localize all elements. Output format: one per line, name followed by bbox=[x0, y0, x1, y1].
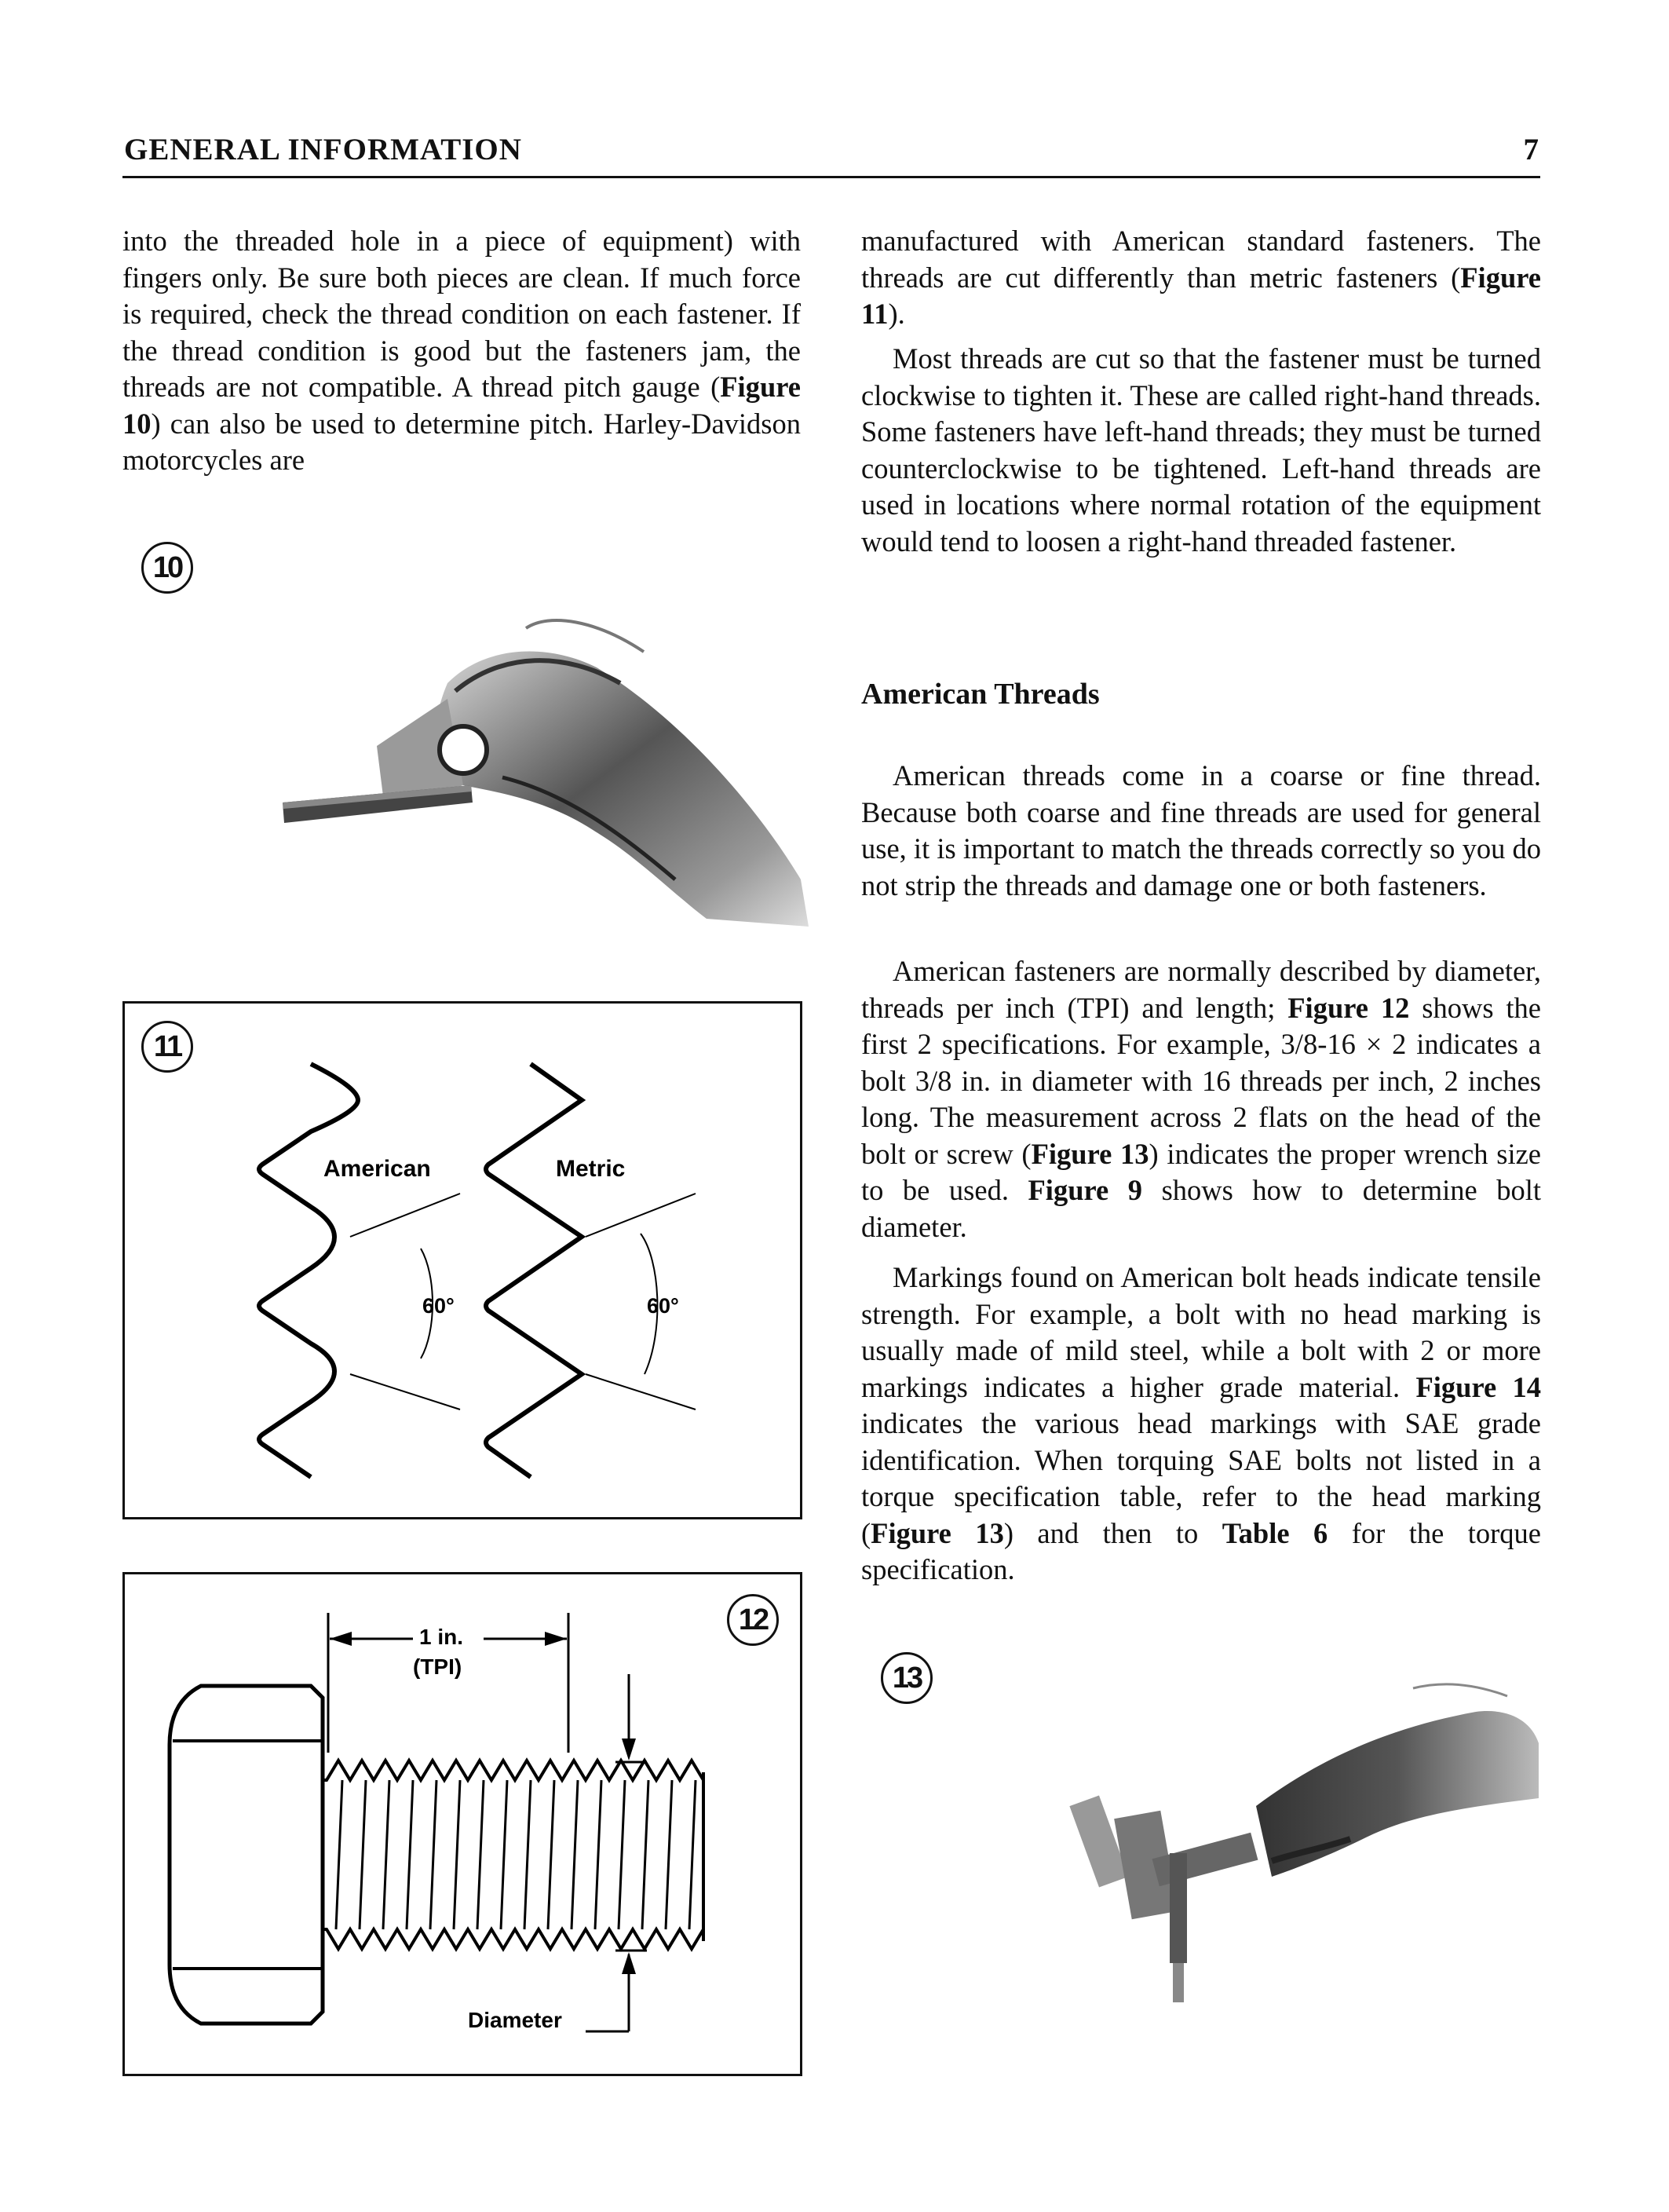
left-paragraph-1 bbox=[122, 223, 801, 479]
metric-angle-line bbox=[586, 1194, 696, 1237]
figure-10-photo bbox=[267, 597, 816, 934]
right-paragraph-1 bbox=[861, 223, 1541, 333]
right-paragraph-5 bbox=[861, 1260, 1541, 1589]
label-tpi-line2: (TPI) bbox=[413, 1654, 462, 1679]
angle-american: 60° bbox=[422, 1294, 455, 1318]
text-run: indicates the various head markings with SAE grade identification. When torquing SAE bolts not listed in a torque specification table, refer to the head marking ( bbox=[861, 1407, 1541, 1549]
text-run: ) indicates the proper wrench size to be used. bbox=[861, 1137, 1541, 1206]
header-rule bbox=[122, 176, 1540, 178]
text-run: ) and then to bbox=[1003, 1516, 1222, 1549]
bolt-thread-bottom bbox=[323, 1929, 703, 1949]
metric-angle-line bbox=[586, 1374, 696, 1409]
text-run: shows how to determine bolt diameter. bbox=[861, 1174, 1542, 1243]
label-american: American bbox=[323, 1156, 431, 1182]
figure-12-badge: 12 bbox=[727, 1594, 779, 1646]
text-run: ) can also be used to determine pitch. Harley-Davidson motorcycles are bbox=[122, 407, 801, 476]
text-run: Markings found on American bolt heads indicate tensile strength. For example, a bolt with no head marking is usually made of mild steel, while a bolt with 2 or more markings indicates a higher grade material. bbox=[861, 1261, 1541, 1403]
figure-reference: Figure 13 bbox=[871, 1516, 1004, 1549]
figure-reference: Figure 12 bbox=[1287, 991, 1410, 1024]
bolt-head bbox=[170, 1686, 323, 2024]
right-paragraph-2: Most threads are cut so that the fastener must be turned clockwise to tighten it. These are called right-hand threads. Some fasteners have left-hand threads; they must be turned counterclockwise to be tightened. Left-hand threads are used in locations where normal rotation of the equipment would tend to loosen a right-hand threaded fastener. bbox=[861, 342, 1541, 558]
bolt-thread-lines bbox=[336, 1780, 696, 1929]
american-angle-line bbox=[350, 1194, 460, 1237]
figure-13-photo bbox=[1036, 1665, 1547, 2010]
metric-thread-profile bbox=[486, 1064, 582, 1477]
american-thread-profile bbox=[259, 1064, 358, 1477]
figure-reference: Figure 11 bbox=[861, 261, 1541, 330]
figure-11-badge: 11 bbox=[141, 1021, 193, 1073]
label-tpi-line1: 1 in. bbox=[419, 1625, 464, 1649]
label-diameter: Diameter bbox=[468, 2008, 562, 2032]
text-run: for the torque specification. bbox=[861, 1516, 1541, 1585]
figure-13-badge: 13 bbox=[881, 1652, 933, 1704]
figure-reference: Figure 9 bbox=[1028, 1174, 1143, 1206]
figure-10-badge: 10 bbox=[141, 542, 193, 594]
bolt-thread-top bbox=[323, 1760, 703, 1780]
right-paragraph-4 bbox=[861, 953, 1541, 1245]
table-reference: Table 6 bbox=[1222, 1516, 1328, 1549]
label-metric: Metric bbox=[556, 1156, 626, 1182]
figure-reference: Figure 13 bbox=[1031, 1137, 1149, 1170]
figure-reference: Figure 14 bbox=[1415, 1370, 1541, 1403]
text-run: ). bbox=[888, 298, 905, 330]
american-angle-line bbox=[350, 1374, 460, 1409]
angle-metric: 60° bbox=[647, 1294, 679, 1318]
figure-12-diagram bbox=[122, 1572, 802, 2076]
section-heading-american-threads: American Threads bbox=[861, 678, 1100, 711]
figure-11-diagram bbox=[122, 1001, 802, 1519]
text-run: into the threaded hole in a piece of equipment) with fingers only. Be sure both pieces are clean. If much force is required, check the thread condition on each fastener. If the thread condition is good but the fasteners jam, the threads are not compatible. A thread pitch gauge ( bbox=[122, 225, 801, 403]
figure-reference: Figure 10 bbox=[122, 371, 801, 440]
text-run: manufactured with American standard fasteners. The threads are cut differently than metric fasteners ( bbox=[861, 225, 1541, 294]
right-paragraph-3: American threads come in a coarse or fine thread. Because both coarse and fine threads are used for general use, it is important to match the threads correctly so you do not strip the threads and damage one or both fasteners. bbox=[861, 759, 1541, 901]
text-run: American fasteners are normally described by diameter, threads per inch (TPI) and length; bbox=[861, 955, 1541, 1024]
running-header-title: GENERAL INFORMATION bbox=[124, 133, 522, 166]
page-number: 7 bbox=[1523, 133, 1539, 166]
text-run: shows the first 2 specifications. For example, 3/8-16 × 2 indicates a bolt 3/8 in. in diameter with 16 threads per inch, 2 inches long. The measurement across 2 flats on the head of the bolt or screw ( bbox=[861, 991, 1541, 1170]
